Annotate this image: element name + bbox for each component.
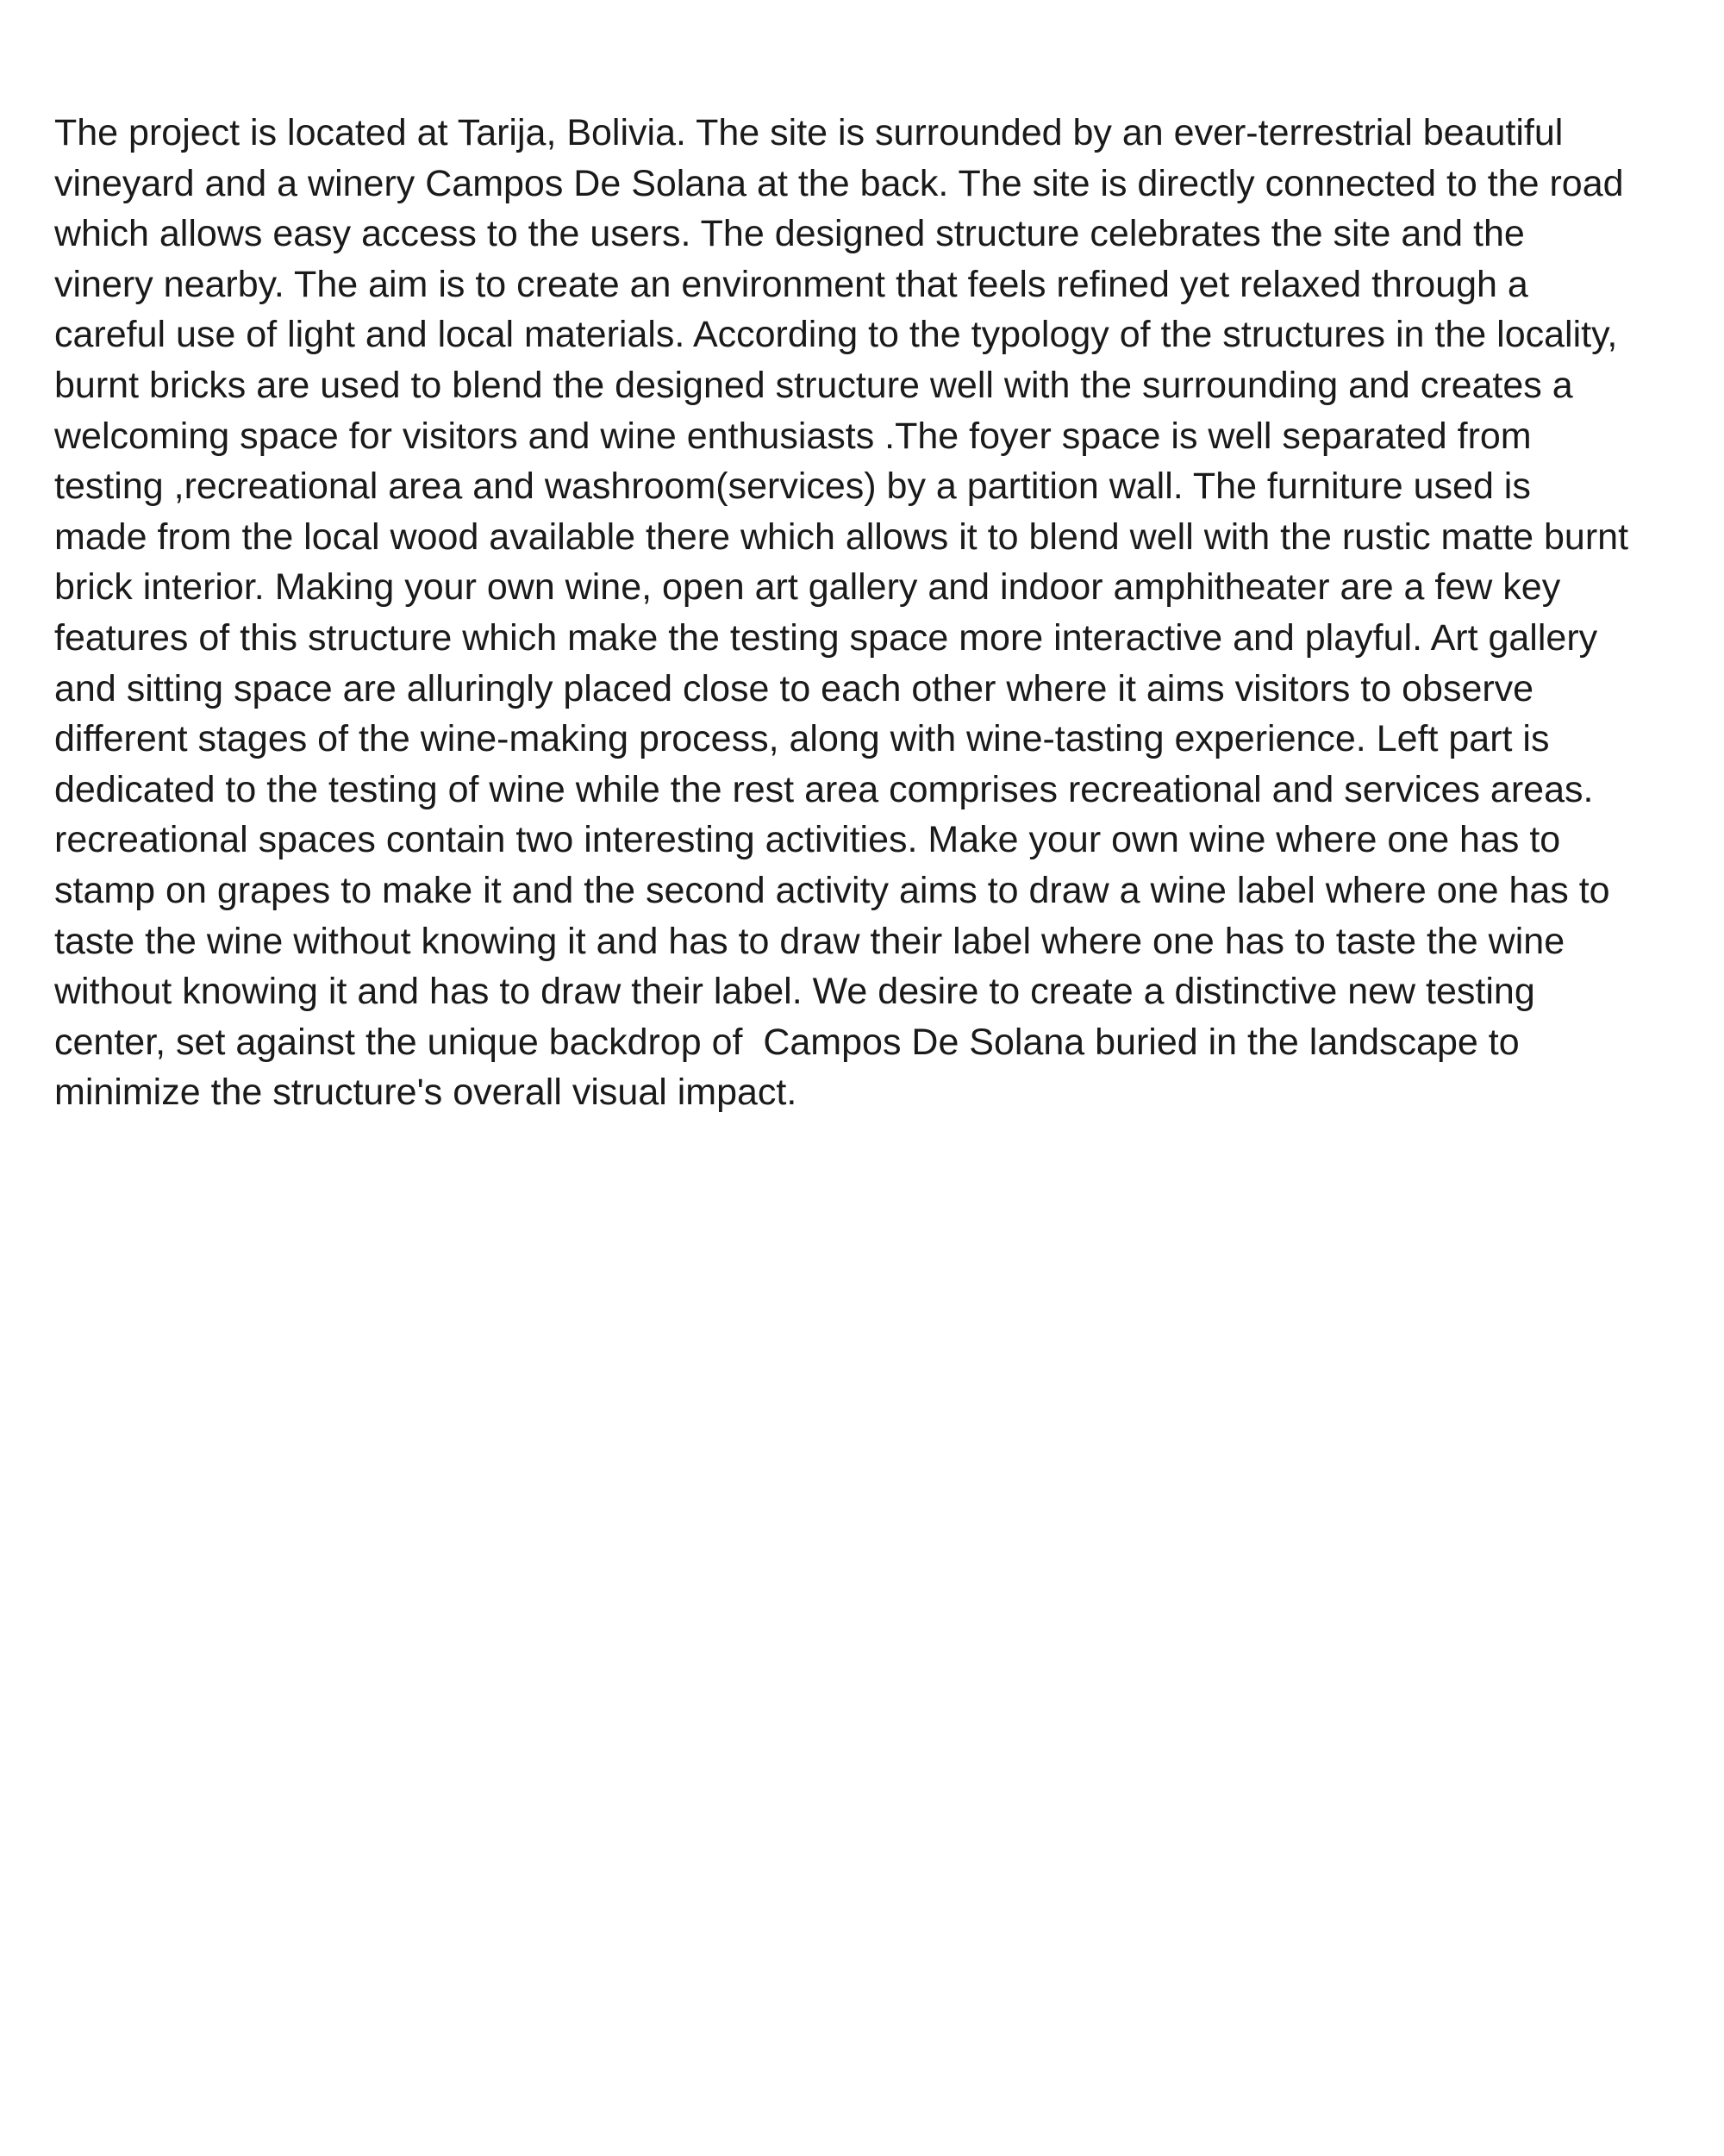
paragraph-line: and sitting space are alluringly placed close to each other where it aims visitors to observe	[54, 667, 1534, 709]
body-paragraph	[54, 108, 1692, 1118]
paragraph-line: burnt bricks are used to blend the designed structure well with the surrounding and creates a	[54, 364, 1573, 406]
paragraph-line: welcoming space for visitors and wine enthusiasts .The foyer space is well separated from	[54, 415, 1532, 457]
paragraph-line: taste the wine without knowing it and has to draw their label where one has to taste the wine	[54, 920, 1565, 962]
paragraph-line: stamp on grapes to make it and the second activity aims to draw a wine label where one has to	[54, 869, 1610, 911]
paragraph-line: brick interior. Making your own wine, open art gallery and indoor amphitheater are a few key	[54, 566, 1561, 609]
paragraph-line: The project is located at Tarija, Bolivia. The site is surrounded by an ever-terrestrial beautiful	[54, 112, 1564, 153]
paragraph-line: which allows easy access to the users. The designed structure celebrates the site and the	[54, 213, 1525, 255]
paragraph-line: features of this structure which make the testing space more interactive and playful. Art gallery	[54, 616, 1598, 659]
paragraph-line: testing ,recreational area and washroom(services) by a partition wall. The furniture used is	[54, 466, 1531, 508]
paragraph-line: careful use of light and local materials. According to the typology of the structures in the locality,	[54, 314, 1618, 356]
paragraph-line: vinery nearby. The aim is to create an environment that feels refined yet relaxed through a	[54, 263, 1528, 305]
paragraph-line: without knowing it and has to draw their label. We desire to create a distinctive new testing	[54, 971, 1535, 1013]
paragraph-line: different stages of the wine-making process, along with wine-tasting experience. Left part is	[54, 718, 1550, 760]
paragraph-line: dedicated to the testing of wine while the rest area comprises recreational and services areas.	[54, 768, 1594, 810]
paragraph-line: center, set against the unique backdrop of Campos De Solana buried in the landscape to	[54, 1021, 1520, 1063]
paragraph-line: vineyard and a winery Campos De Solana at the back. The site is directly connected to the road	[54, 162, 1624, 204]
paragraph-line: made from the local wood available there which allows it to blend well with the rustic matte burnt	[54, 516, 1629, 558]
paragraph-line: minimize the structure's overall visual impact.	[54, 1072, 797, 1114]
paragraph-line: recreational spaces contain two interesting activities. Make your own wine where one has to	[54, 819, 1561, 861]
